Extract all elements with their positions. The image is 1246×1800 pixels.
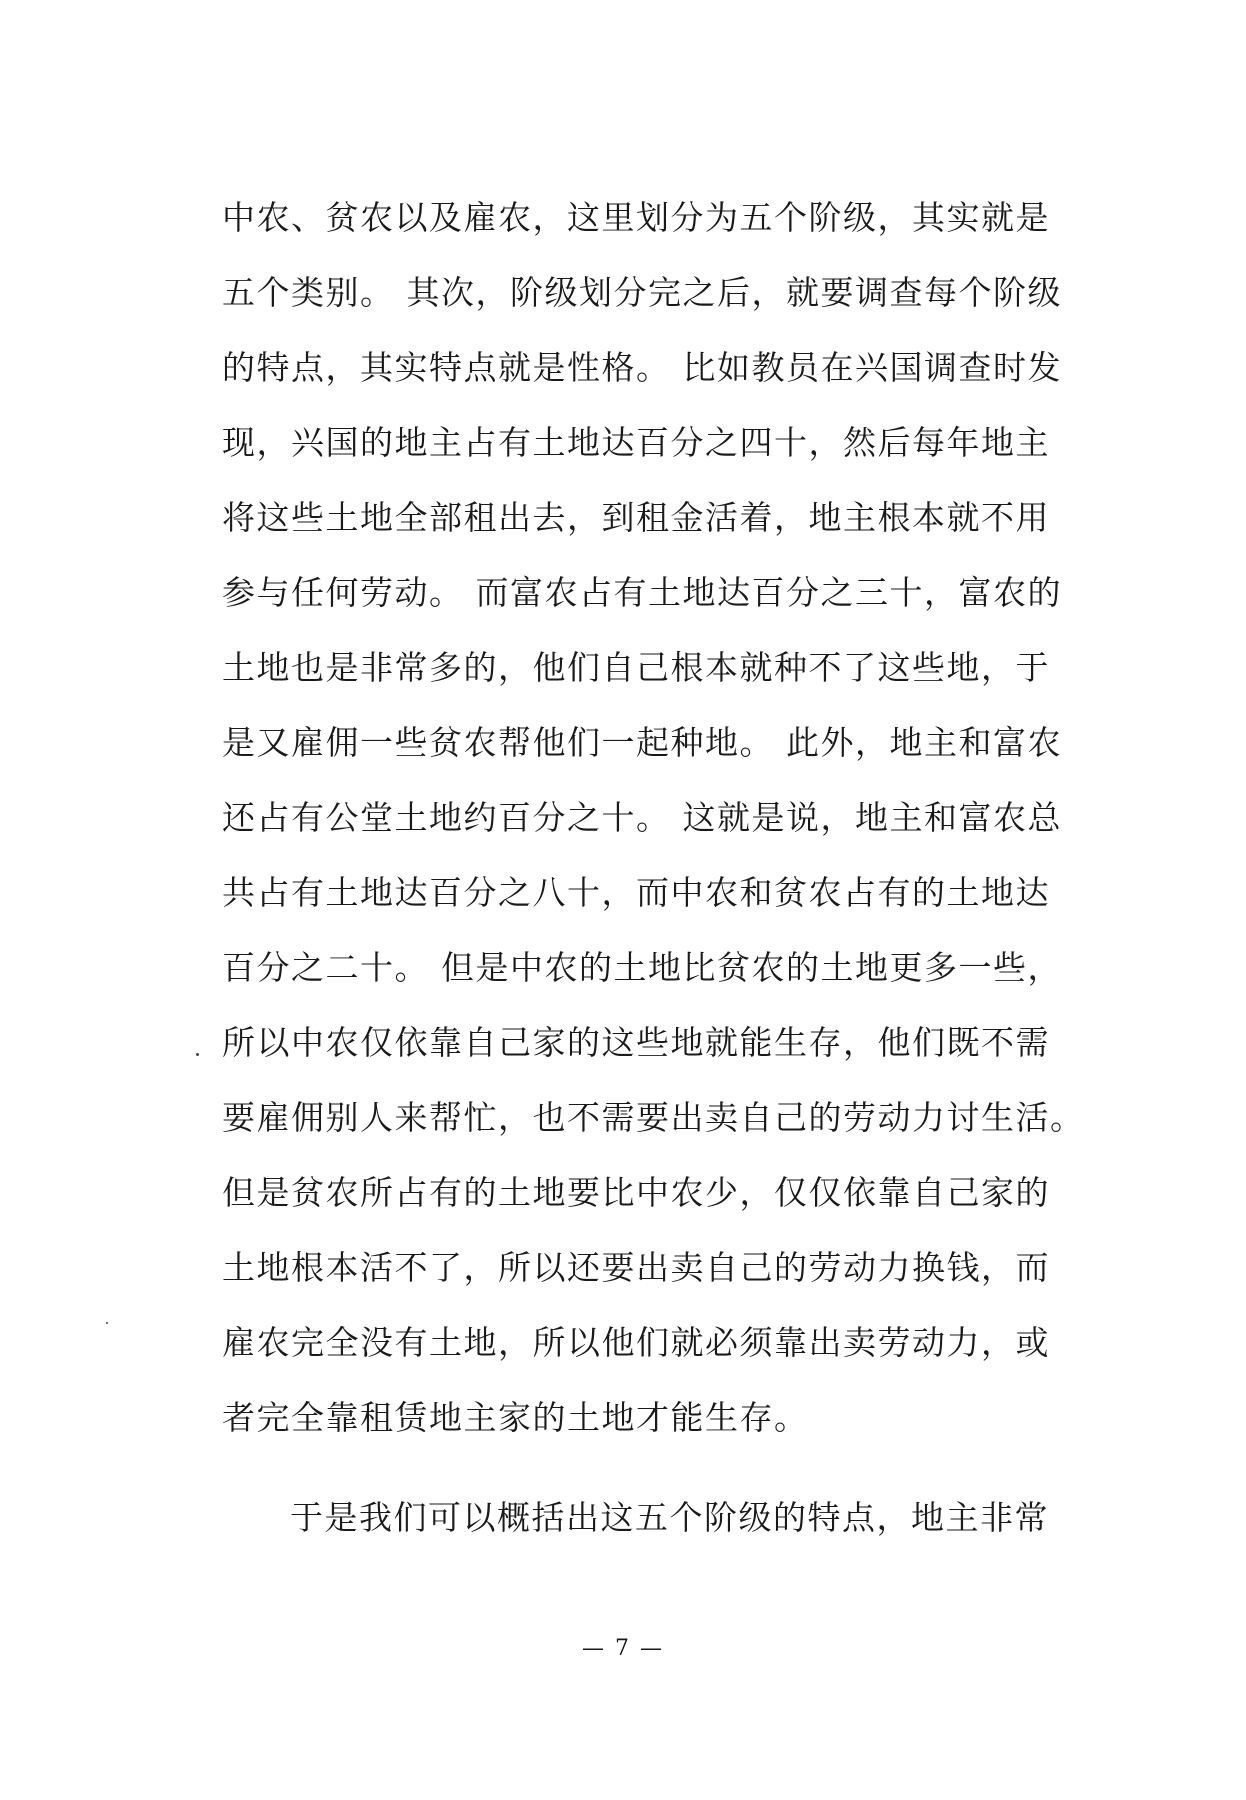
text-line: 还占有公堂土地约百分之十。 这就是说，地主和富农总	[222, 798, 1062, 837]
paragraph-1	[222, 188, 1085, 1463]
text-line: 参与任何劳动。 而富农占有土地达百分之三十，富农的	[222, 573, 1062, 612]
text-line: 共占有土地达百分之八十，而中农和贫农占有的土地达	[222, 873, 1050, 912]
text-line: 雇农完全没有土地，所以他们就必须靠出卖劳动力，或	[222, 1323, 1050, 1362]
text-line: 但是贫农所占有的土地要比中农少，仅仅依靠自己家的	[222, 1173, 1050, 1212]
text-line: 要雇佣别人来帮忙，也不需要出卖自己的劳动力讨生活。	[222, 1098, 1085, 1137]
text-line: 百分之二十。 但是中农的土地比贫农的土地更多一些，	[222, 948, 1062, 987]
text-line: 中农、贫农以及雇农，这里划分为五个阶级，其实就是	[222, 198, 1050, 237]
text-line: 土地也是非常多的，他们自己根本就种不了这些地，于	[222, 648, 1050, 687]
text-line: 者完全靠租赁地主家的土地才能生存。	[222, 1398, 809, 1437]
paragraph-2	[222, 1488, 1049, 1563]
text-line: 现，兴国的地主占有土地达百分之四十，然后每年地主	[222, 423, 1050, 462]
text-line: 的特点，其实特点就是性格。 比如教员在兴国调查时发	[222, 348, 1062, 387]
text-line: 于是我们可以概括出这五个阶级的特点，地主非常	[290, 1498, 1049, 1537]
scan-speck	[196, 1053, 199, 1056]
text-line: 是又雇佣一些贫农帮他们一起种地。 此外，地主和富农	[222, 723, 1062, 762]
text-line: 五个类别。 其次，阶级划分完之后，就要调查每个阶级	[222, 273, 1062, 312]
text-line: 土地根本活不了，所以还要出卖自己的劳动力换钱，而	[222, 1248, 1050, 1287]
text-line: 所以中农仅依靠自己家的这些地就能生存，他们既不需	[222, 1023, 1050, 1062]
scan-speck	[106, 1322, 108, 1324]
text-line: 将这些土地全部租出去，到租金活着，地主根本就不用	[222, 498, 1050, 537]
page-number: — 7 —	[582, 1636, 664, 1661]
